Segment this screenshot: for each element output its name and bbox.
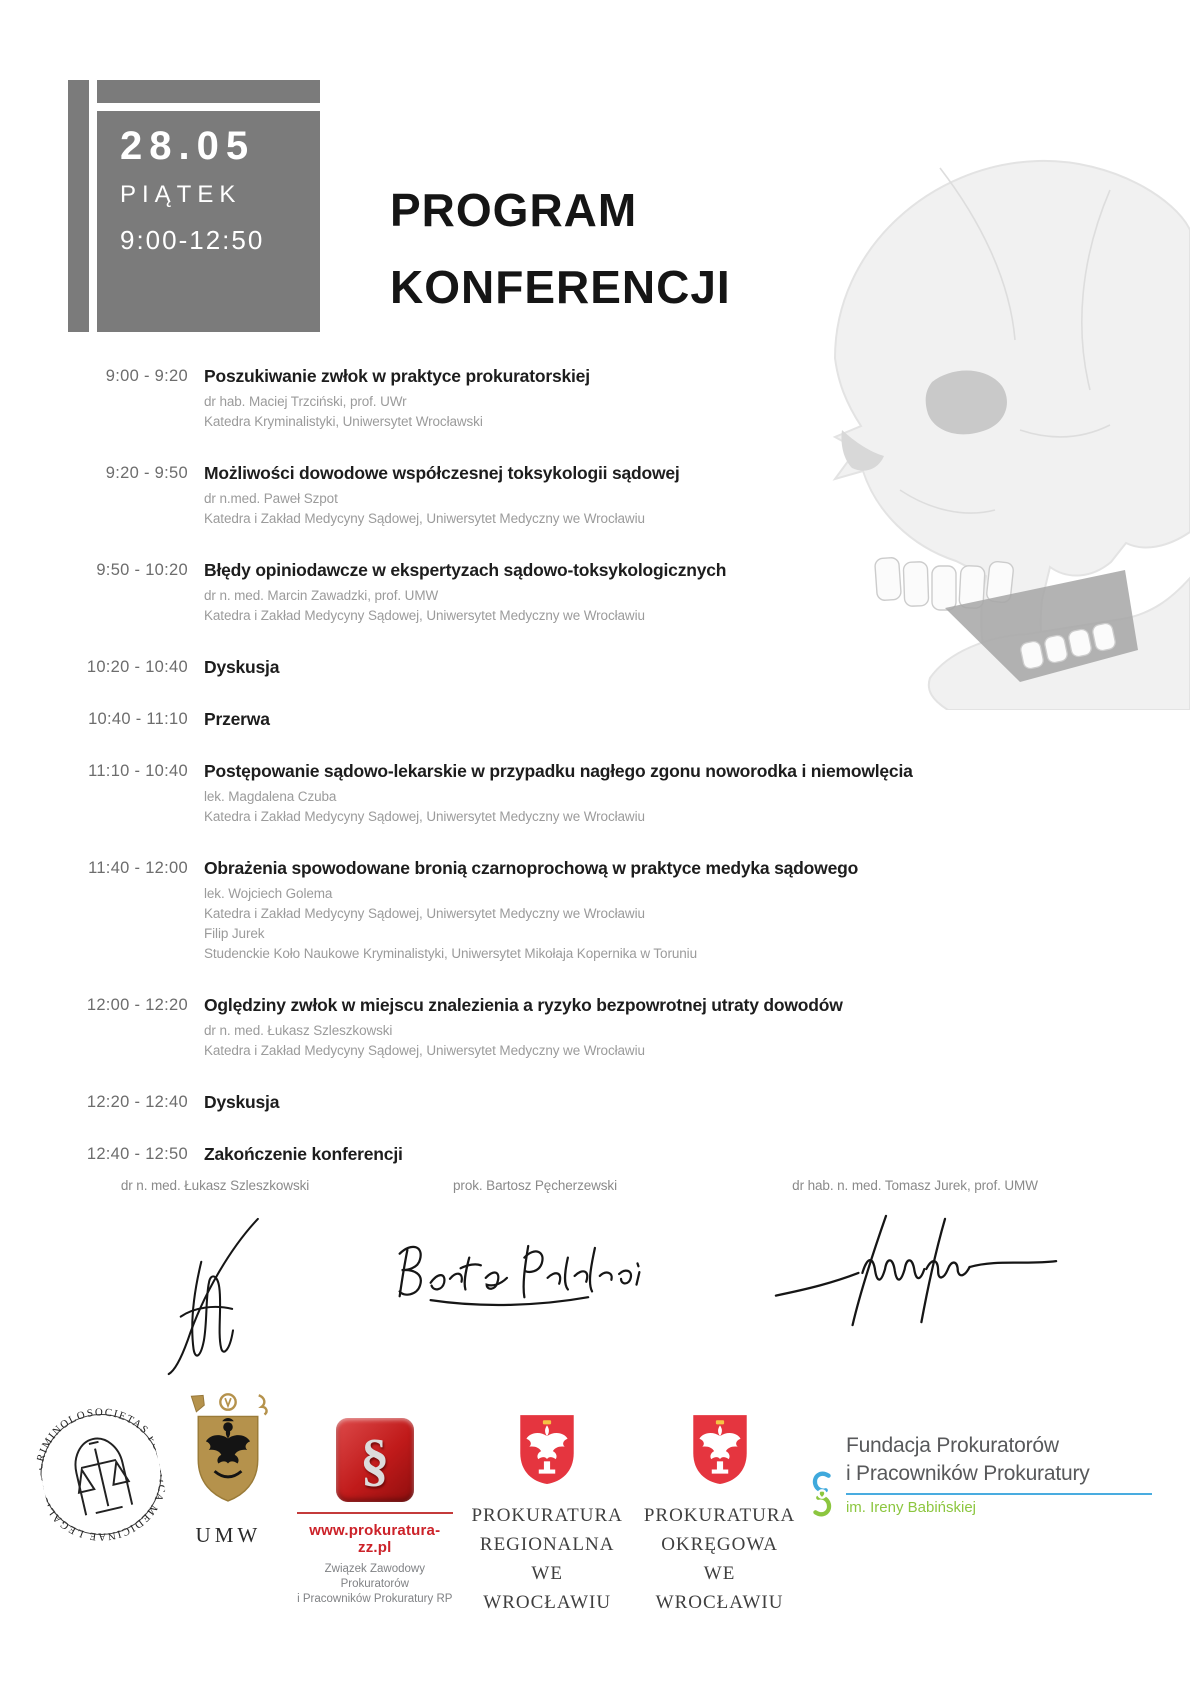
schedule-row [70, 858, 1070, 964]
session-time: 12:20 - 12:40 [86, 1093, 188, 1111]
prokuratura-okregowa-logo [640, 1392, 800, 1617]
session-detail-line: Katedra i Zakład Medycyny Sądowej, Uniwersytet Medyczny we Wrocławiu [204, 608, 645, 623]
session-time: 11:40 - 12:00 [88, 859, 188, 877]
session-time: 12:00 - 12:20 [86, 996, 188, 1014]
prokuratura-regionalna-line2: REGIONALNA [479, 1534, 615, 1555]
page-title-line1: PROGRAM [390, 184, 638, 236]
svg-text:SOCIETAS POLONICA MEDICINAE LE: SOCIETAS POLONICA MEDICINAE LEGALIS ET CRIMINOLOGIAE [24, 1398, 170, 1543]
schedule-row [70, 761, 1070, 827]
umw-label: UMW [195, 1523, 262, 1547]
fundacja-line1: Fundacja Prokuratorów [845, 1434, 1059, 1457]
schedule-row [70, 366, 1070, 432]
session-title: Postępowanie sądowo-lekarskie w przypadku nagłego zgonu noworodka i niemowlęcia [204, 761, 913, 781]
prokuratura-okregowa-line1: PROKURATURA [643, 1505, 796, 1526]
signatory-block [70, 1178, 360, 1386]
fundacja-line2: i Pracowników Prokuratury [845, 1462, 1090, 1485]
session-title: Dyskusja [204, 657, 280, 677]
zzp-subtitle-line2: i Pracowników Prokuratury RP [297, 1593, 453, 1605]
prokuratura-okregowa-line3: WE WROCŁAWIU [655, 1563, 784, 1613]
signature-scribble-icon [768, 1211, 1063, 1331]
prokuratura-regionalna-line1: PROKURATURA [471, 1505, 623, 1526]
umw-crest-logo [174, 1392, 282, 1548]
zzp-url-link[interactable]: www.prokuratura-zz.pl [309, 1522, 441, 1556]
session-time: 10:20 - 10:40 [86, 658, 188, 676]
signature-scribble-icon [155, 1201, 275, 1386]
schedule-row [70, 463, 1070, 529]
event-date: 28.05 [120, 124, 256, 168]
session-time: 12:40 - 12:50 [86, 1145, 188, 1163]
paragraph-badge-icon: § [336, 1418, 414, 1502]
signatory-block [360, 1178, 710, 1386]
fundacja-logo [812, 1392, 1152, 1570]
signatory-block [710, 1178, 1120, 1386]
page-title-line2: KONFERENCJI [390, 261, 731, 313]
societas-seal-icon [25, 1381, 177, 1568]
session-detail-line: dr n. med. Łukasz Szleszkowski [204, 1023, 393, 1038]
signature-scribble-icon [390, 1227, 680, 1322]
signatory-name: dr n. med. Łukasz Szleszkowski [120, 1178, 310, 1193]
session-detail-line: Katedra i Zakład Medycyny Sądowej, Uniwersytet Medyczny we Wrocławiu [204, 906, 645, 921]
session-time: 10:40 - 11:10 [88, 710, 188, 728]
session-title: Dyskusja [204, 1092, 280, 1112]
session-time: 9:20 - 9:50 [105, 464, 188, 482]
schedule-row [70, 657, 1070, 678]
session-detail-line: dr hab. Maciej Trzciński, prof. UWr [204, 394, 407, 409]
footer-logos [24, 1392, 1152, 1617]
eagle-shield-icon [516, 1412, 578, 1486]
schedule-row [70, 1092, 1070, 1113]
date-box-accent-line-horizontal [89, 103, 320, 111]
zzp-divider [297, 1512, 453, 1514]
session-time: 9:00 - 9:20 [105, 367, 188, 385]
signatory-name: prok. Bartosz Pęcherzewski [453, 1178, 617, 1193]
session-title: Poszukiwanie zwłok w praktyce prokuratorskiej [204, 366, 590, 386]
societas-seal-logo [24, 1392, 170, 1562]
session-detail-line: Katedra Kryminalistyki, Uniwersytet Wrocławski [204, 414, 483, 429]
session-title: Przerwa [204, 709, 270, 729]
session-detail-line: Studenckie Koło Naukowe Kryminalistyki, Uniwersytet Mikołaja Kopernika w Toruniu [204, 946, 697, 961]
session-detail-line: lek. Magdalena Czuba [204, 789, 337, 804]
session-detail-line: dr n.med. Paweł Szpot [204, 491, 338, 506]
umw-crest-icon [180, 1392, 276, 1510]
session-title: Oględziny zwłok w miejscu znalezienia a ryzyko bezpowrotnej utraty dowodów [204, 995, 843, 1015]
signatory-name: dr hab. n. med. Tomasz Jurek, prof. UMW [792, 1178, 1038, 1193]
schedule-row [70, 1144, 1070, 1165]
prokuratura-zz-logo [295, 1392, 455, 1607]
eagle-shield-icon [689, 1412, 751, 1486]
signatures-section [70, 1178, 1120, 1386]
session-time: 9:50 - 10:20 [96, 561, 188, 579]
event-hours: 9:00-12:50 [120, 225, 265, 255]
fundacja-underline [846, 1493, 1152, 1495]
prokuratura-regionalna-line3: WE WROCŁAWIU [483, 1563, 612, 1613]
session-title: Możliwości dowodowe współczesnej toksykologii sądowej [204, 463, 680, 483]
session-time: 11:10 - 10:40 [88, 762, 188, 780]
date-box-accent-line-vertical [89, 80, 97, 332]
session-detail-line: Katedra i Zakład Medycyny Sądowej, Uniwersytet Medyczny we Wrocławiu [204, 1043, 645, 1058]
session-title: Zakończenie konferencji [204, 1144, 403, 1164]
page-title [390, 172, 731, 326]
schedule-row [70, 560, 1070, 626]
session-detail-line: Katedra i Zakład Medycyny Sądowej, Uniwersytet Medyczny we Wrocławiu [204, 809, 645, 824]
prokuratura-okregowa-line2: OKRĘGOWA [661, 1534, 778, 1555]
session-title: Obrażenia spowodowane bronią czarnoprochową w praktyce medyka sądowego [204, 858, 859, 878]
zzp-subtitle-line1: Związek Zawodowy Prokuratorów [324, 1563, 425, 1590]
session-detail-line: dr n. med. Marcin Zawadzki, prof. UMW [204, 588, 439, 603]
fundacja-line3: im. Ireny Babińskiej [845, 1499, 977, 1516]
prokuratura-regionalna-logo [467, 1392, 627, 1617]
schedule-row [70, 995, 1070, 1061]
fundacja-s-heart-icon [812, 1418, 832, 1570]
date-box [68, 80, 320, 332]
schedule-list [70, 366, 1070, 1196]
schedule-row [70, 709, 1070, 730]
session-detail-line: lek. Wojciech Golema [204, 886, 333, 901]
session-detail-line: Katedra i Zakład Medycyny Sądowej, Uniwersytet Medyczny we Wrocławiu [204, 511, 645, 526]
session-detail-line: Filip Jurek [204, 926, 265, 941]
event-day: PIĄTEK [120, 181, 242, 208]
session-title: Błędy opiniodawcze w ekspertyzach sądowo-toksykologicznych [204, 560, 727, 580]
